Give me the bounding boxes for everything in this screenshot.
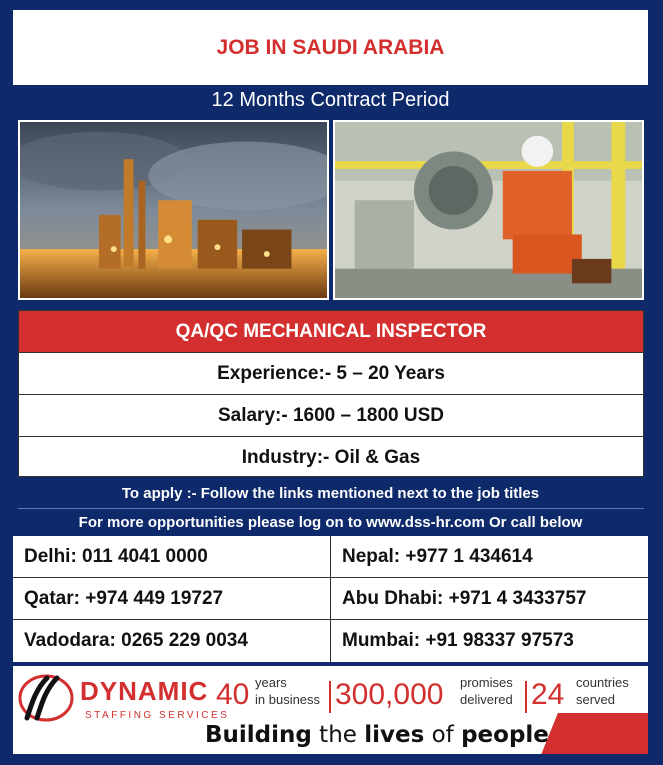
tagline-word: lives bbox=[364, 722, 425, 748]
stat-years-top: years bbox=[255, 675, 287, 690]
tagline-word: the bbox=[311, 722, 365, 748]
job-details-table bbox=[18, 310, 644, 477]
industry-row: Industry:- Oil & Gas bbox=[241, 446, 421, 468]
stat-separator bbox=[525, 681, 527, 713]
inspector-photo bbox=[333, 120, 644, 300]
stat-countries-number: 24 bbox=[531, 678, 565, 711]
stat-countries-top: countries bbox=[576, 675, 629, 690]
stat-separator bbox=[329, 681, 331, 713]
page-title: JOB IN SAUDI ARABIA bbox=[216, 35, 445, 59]
experience-row: Experience:- 5 – 20 Years bbox=[19, 353, 643, 395]
contacts-table bbox=[13, 536, 648, 662]
tagline-word: of bbox=[424, 722, 462, 748]
tagline-word: Building bbox=[205, 722, 312, 748]
refinery-photo bbox=[18, 120, 329, 300]
contact-mumbai: Mumbai: +91 98337 97573 bbox=[342, 630, 574, 651]
stat-years-bottom: in business bbox=[255, 692, 321, 707]
contact-vadodara: Vadodara: 0265 229 0034 bbox=[13, 620, 331, 662]
stat-promises-bottom: delivered bbox=[460, 692, 513, 707]
salary-row: Salary:- 1600 – 1800 USD bbox=[19, 395, 643, 437]
contact-abu-dhabi: Abu Dhabi: +971 4 3433757 bbox=[331, 578, 648, 620]
apply-instructions: To apply :- Follow the links mentioned next to the job titles bbox=[121, 485, 540, 502]
divider bbox=[18, 508, 644, 509]
contact-delhi: Delhi: 011 4041 0000 bbox=[13, 536, 331, 578]
contract-subtitle: 12 Months Contract Period bbox=[211, 88, 450, 111]
job-title: QA/QC MECHANICAL INSPECTOR bbox=[19, 311, 643, 353]
dss-logo-icon bbox=[17, 672, 75, 724]
brand-name: DYNAMIC bbox=[80, 676, 209, 706]
company-banner bbox=[13, 666, 648, 754]
tagline-accent bbox=[540, 713, 648, 754]
contact-nepal: Nepal: +977 1 434614 bbox=[331, 536, 648, 578]
stat-promises-number: 300,000 bbox=[335, 678, 444, 711]
contact-qatar: Qatar: +974 449 19727 bbox=[13, 578, 331, 620]
brand-subtitle: STAFFING SERVICES bbox=[85, 710, 230, 721]
more-opportunities: For more opportunities please log on to www.dss-hr.com Or call below bbox=[78, 514, 583, 531]
tagline-word: people bbox=[461, 722, 549, 748]
stat-promises-top: promises bbox=[460, 675, 513, 690]
stat-countries-bottom: served bbox=[576, 692, 616, 707]
stat-years-number: 40 bbox=[216, 678, 250, 711]
tagline bbox=[205, 722, 549, 748]
title-box bbox=[13, 10, 648, 85]
